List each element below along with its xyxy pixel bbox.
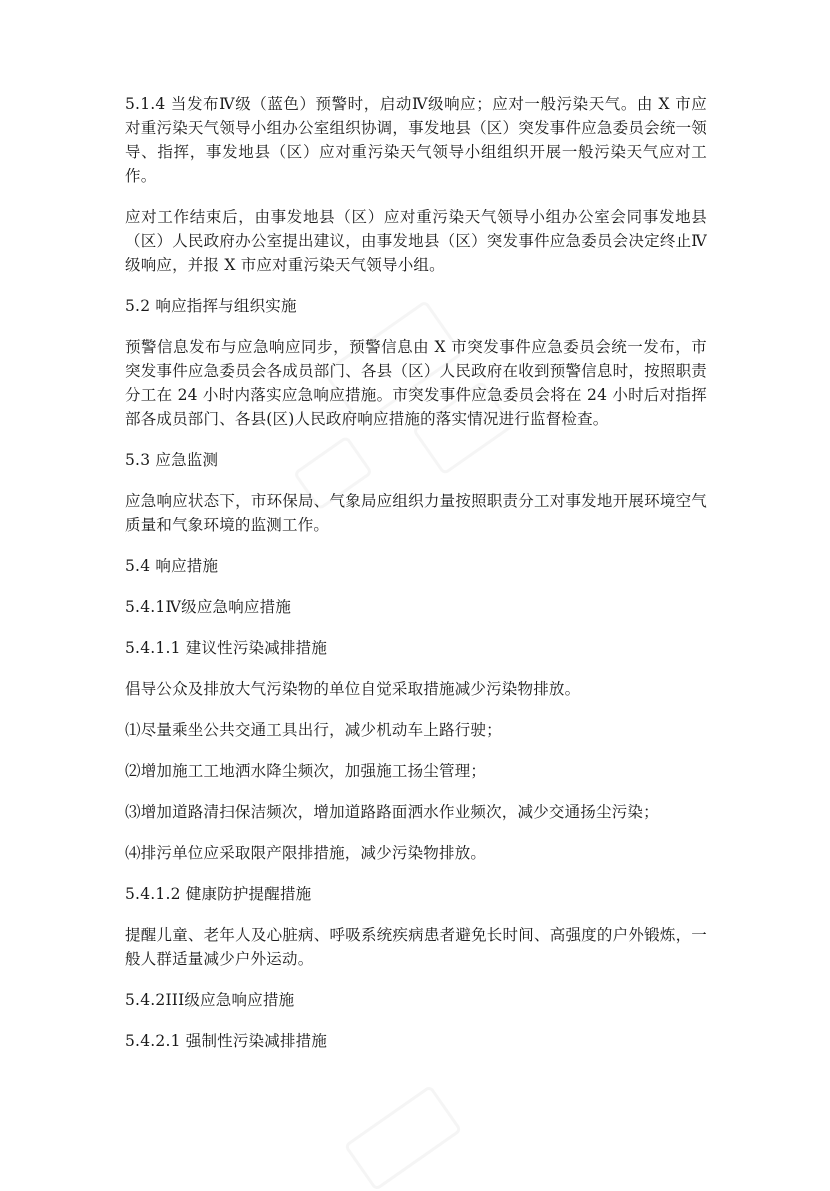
list-item-4: ⑷排污单位应采取限产限排措施，减少污染物排放。 bbox=[125, 844, 487, 862]
paragraph-5-1-4: 5.1.4 当发布Ⅳ级（蓝色）预警时，启动Ⅳ级响应；应对一般污染天气。由 X 市应对重污染天气领导小组办公室组织协调，事发地县（区）突发事件应急委员会统一领导、指挥，事发地县（区）应对重污染天气领导小组组织开展一般污染天气应对工作。 bbox=[125, 95, 707, 185]
section-heading-5-4: 5.4 响应措施 bbox=[125, 557, 219, 575]
paragraph-health-reminder: 提醒儿童、老年人及心脏病、呼吸系统疾病患者避免长时间、高强度的户外锻炼，一般人群适量减少户外运动。 bbox=[125, 926, 707, 968]
section-heading-5-4-2: 5.4.2III级应急响应措施 bbox=[125, 991, 295, 1009]
watermark-mark-4 bbox=[344, 1085, 463, 1191]
section-heading-5-4-1-2: 5.4.1.2 健康防护提醒措施 bbox=[125, 885, 312, 903]
section-heading-5-4-2-1: 5.4.2.1 强制性污染减排措施 bbox=[125, 1032, 328, 1050]
paragraph-termination: 应对工作结束后，由事发地县（区）应对重污染天气领导小组办公室会同事发地县（区）人民政府办公室提出建议，由事发地县（区）突发事件应急委员会决定终止Ⅳ级响应，并报 X 市应对重污染天气领导小组。 bbox=[125, 208, 707, 274]
list-item-3: ⑶增加道路清扫保洁频次，增加道路路面洒水作业频次，减少交通扬尘污染； bbox=[125, 803, 659, 821]
list-item-2: ⑵增加施工工地洒水降尘频次，加强施工扬尘管理； bbox=[125, 762, 487, 780]
document-body bbox=[125, 92, 707, 1070]
paragraph-5-3-body: 应急响应状态下，市环保局、气象局应组织力量按照职责分工对事发地开展环境空气质量和气象环境的监测工作。 bbox=[125, 492, 707, 534]
paragraph-5-2-body: 预警信息发布与应急响应同步，预警信息由 X 市突发事件应急委员会统一发布，市突发事件应急委员会各成员部门、各县（区）人民政府在收到预警信息时，按照职责分工在 24 小时内落实应急响应措施。市突发事件应急委员会将在 24 小时后对指挥部各成员部门、各县(区)人民政府响应措施的落实情况进行监督检查。 bbox=[125, 338, 707, 428]
list-item-1: ⑴尽量乘坐公共交通工具出行，减少机动车上路行驶； bbox=[125, 721, 502, 739]
paragraph-advocacy: 倡导公众及排放大气污染物的单位自觉采取措施减少污染物排放。 bbox=[125, 680, 581, 698]
section-heading-5-3: 5.3 应急监测 bbox=[125, 451, 219, 469]
section-heading-5-4-1-1: 5.4.1.1 建议性污染减排措施 bbox=[125, 639, 328, 657]
section-heading-5-2: 5.2 响应指挥与组织实施 bbox=[125, 297, 297, 315]
section-heading-5-4-1: 5.4.1Ⅳ级应急响应措施 bbox=[125, 598, 292, 616]
